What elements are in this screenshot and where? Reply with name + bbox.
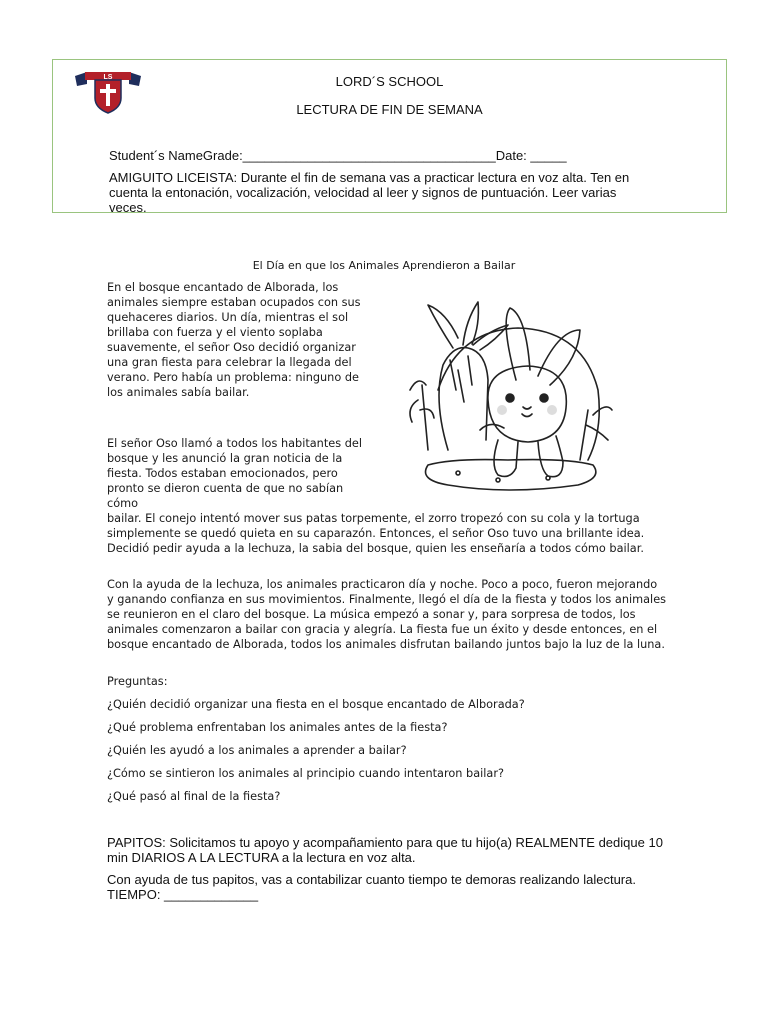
story-title: El Día en que los Animales Aprendieron a Bailar	[252, 259, 516, 272]
school-name: LORD´S SCHOOL	[335, 74, 444, 89]
story-paragraph-2-start: El señor Oso llamó a todos los habitantes del bosque y les anunció la gran noticia de la fiesta. Todos estaban emocionados, pero pronto se dieron cuenta de que no sabían cómo	[107, 437, 362, 510]
bunny-with-carrot-icon	[398, 290, 620, 502]
logo-text: LS	[103, 74, 113, 81]
question-item: ¿Cómo se sintieron los animales al principio cuando intentaron bailar?	[107, 767, 504, 780]
header-box	[52, 59, 727, 213]
question-item: ¿Quién decidió organizar una fiesta en el bosque encantado de Alborada?	[107, 698, 525, 711]
story-paragraph-3: Con la ayuda de la lechuza, los animales practicaron día y noche. Poco a poco, fueron mejorando y ganando confianza en sus movimientos. Finalmente, llegó el día de la fiesta y todos los animales se reunieron en el claro del bosque. La música empezó a sonar y, para sorpresa de todos, los animales comenzaron a bailar con gracia y alegría. La fiesta fue un éxito y desde entonces, en el bosque encantado de Alborada, todos los animales disfrutan bailando juntos bajo la luz de la luna.	[107, 578, 667, 651]
question-item: ¿Qué problema enfrentaban los animales antes de la fiesta?	[107, 721, 448, 734]
student-name-grade-date-line[interactable]: Student´s NameGrade:___________________________________Date: _____	[109, 148, 567, 163]
instructions-text: AMIGUITO LICEISTA: Durante el fin de semana vas a practicar lectura en voz alta. Ten en cuenta la entonación, vocalización, velocidad al leer y signos de puntuación. Leer varias veces.	[109, 170, 630, 215]
sheet-title: LECTURA DE FIN DE SEMANA	[296, 102, 483, 117]
parents-note: PAPITOS: Solicitamos tu apoyo y acompañamiento para que tu hijo(a) REALMENTE dedique 10 min DIARIOS A LA LECTURA a la lectura en voz alta.	[107, 835, 663, 865]
question-item: ¿Qué pasó al final de la fiesta?	[107, 790, 281, 803]
questions-label: Preguntas:	[107, 675, 168, 688]
story-paragraph-1: En el bosque encantado de Alborada, los animales siempre estaban ocupados con sus quehaceres diarios. Un día, mientras el sol brillaba con fuerza y el viento soplaba suavemente, el señor Oso decidió organizar una gran fiesta para celebrar la llegada del verano. Pero había un problema: ninguno de los animales sabía bailar.	[107, 281, 361, 399]
question-item: ¿Quién les ayudó a los animales a aprender a bailar?	[107, 744, 407, 757]
reading-time-note[interactable]: Con ayuda de tus papitos, vas a contabilizar cuanto tiempo te demoras realizando lalectura. TIEMPO: _____________	[107, 872, 636, 902]
story-paragraph-2-end: bailar. El conejo intentó mover sus patas torpemente, el zorro tropezó con su cola y la tortuga simplemente se quedó quieta en su caparazón. Entonces, el señor Oso tuvo una brillante idea. Decidió pedir ayuda a la lechuza, la sabia del bosque, quien les enseñaría a todos cómo bailar.	[107, 512, 645, 555]
